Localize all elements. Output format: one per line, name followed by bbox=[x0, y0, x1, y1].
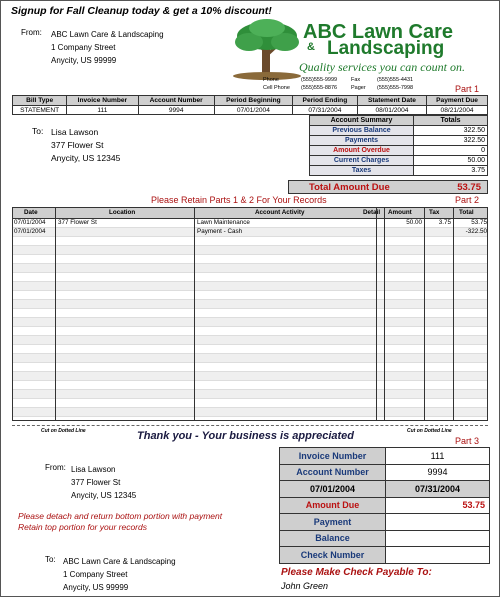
activity-row bbox=[13, 291, 487, 300]
remit-payment-field[interactable] bbox=[386, 514, 490, 531]
promo-text: Signup for Fall Cleanup today & get a 10% discount! bbox=[11, 5, 272, 17]
remit-to-label: To: bbox=[45, 555, 56, 564]
cut-dotted-line bbox=[12, 425, 488, 426]
activity-row bbox=[13, 399, 487, 408]
activity-row bbox=[13, 237, 487, 246]
contact-values-2 bbox=[377, 76, 413, 92]
col-divider bbox=[453, 208, 454, 420]
activity-row bbox=[13, 318, 487, 327]
remit-company-address bbox=[63, 555, 176, 594]
to-label: To: bbox=[32, 126, 44, 136]
activity-row bbox=[13, 381, 487, 390]
customer-address bbox=[51, 126, 120, 165]
cell-value: (555)555-8876 bbox=[301, 85, 338, 91]
header-bill-type: Bill Type bbox=[13, 96, 67, 106]
customer-city: Anycity, US 12345 bbox=[51, 153, 121, 163]
remit-customer-city: Anycity, US 12345 bbox=[71, 491, 137, 500]
activity-row bbox=[13, 264, 487, 273]
fax-label: Fax bbox=[351, 77, 361, 83]
company-city: Anycity, US 99999 bbox=[51, 56, 117, 65]
activity-row bbox=[13, 255, 487, 264]
remit-amount-due-value: 53.75 bbox=[386, 497, 490, 514]
current-charges-label: Current Charges bbox=[310, 156, 414, 166]
thank-you-message: Thank you - Your business is appreciated bbox=[137, 430, 355, 442]
statement-header-table bbox=[12, 95, 488, 115]
check-payable-label: Please Make Check Payable To: bbox=[281, 567, 432, 578]
total-amount-due-label: Total Amount Due bbox=[309, 182, 390, 193]
summary-title: Account Summary bbox=[310, 116, 414, 126]
payments-value: 322.50 bbox=[414, 136, 488, 146]
activity-cell-total: -322.50 bbox=[465, 228, 487, 235]
activity-row bbox=[13, 228, 487, 237]
activity-row bbox=[13, 327, 487, 336]
company-address bbox=[51, 28, 164, 67]
company-name: ABC Lawn Care & Landscaping bbox=[51, 30, 164, 39]
remit-balance-label: Balance bbox=[280, 530, 386, 547]
activity-row bbox=[13, 300, 487, 309]
payee-name: John Green bbox=[281, 581, 329, 591]
col-divider bbox=[384, 208, 385, 420]
remit-amount-due-label: Amount Due bbox=[280, 497, 386, 514]
period-ending-value: 07/31/2004 bbox=[293, 106, 358, 115]
col-divider bbox=[424, 208, 425, 420]
bill-type-value: STATEMENT bbox=[13, 106, 67, 115]
activity-row bbox=[13, 219, 487, 228]
activity-cell-amount: 50.00 bbox=[406, 219, 422, 226]
activity-row bbox=[13, 246, 487, 255]
company-street: 1 Company Street bbox=[51, 43, 116, 52]
activity-cell-activity: Payment - Cash bbox=[197, 228, 243, 235]
statement-date-value: 08/01/2004 bbox=[357, 106, 426, 115]
fax-value: (555)555-4431 bbox=[377, 77, 414, 83]
part-2-label: Part 2 bbox=[455, 195, 480, 205]
activity-row bbox=[13, 390, 487, 399]
remit-period-end: 07/31/2004 bbox=[386, 481, 490, 498]
activity-row bbox=[13, 273, 487, 282]
remit-customer-address bbox=[71, 463, 136, 502]
activity-row bbox=[13, 309, 487, 318]
tree-logo-icon bbox=[227, 18, 307, 80]
logo-ampersand: & bbox=[307, 41, 315, 53]
col-date-header: Date bbox=[24, 209, 38, 216]
activity-cell-date: 07/01/2004 bbox=[14, 219, 46, 226]
logo-tagline: Quality services you can count on. bbox=[299, 60, 465, 74]
period-beginning-value: 07/01/2004 bbox=[214, 106, 292, 115]
header-account-number: Account Number bbox=[138, 96, 214, 106]
activity-cell-tax: 3.75 bbox=[438, 219, 451, 226]
activity-header bbox=[13, 208, 487, 219]
pager-value: (555)555-7998 bbox=[377, 85, 414, 91]
retain-notice: Please Retain Parts 1 & 2 For Your Records bbox=[151, 195, 327, 205]
activity-row bbox=[13, 408, 487, 417]
col-detail-header: Detail bbox=[363, 209, 381, 216]
remit-company-city: Anycity, US 99999 bbox=[63, 583, 129, 592]
activity-table bbox=[12, 207, 488, 421]
remit-invoice-label: Invoice Number bbox=[280, 448, 386, 465]
detach-line-1: Please detach and return bottom portion with payment bbox=[18, 511, 223, 521]
header-statement-date: Statement Date bbox=[357, 96, 426, 106]
activity-row bbox=[13, 354, 487, 363]
activity-cell-location: 377 Flower St bbox=[58, 219, 97, 226]
taxes-label: Taxes bbox=[310, 166, 414, 176]
previous-balance-value: 322.50 bbox=[414, 126, 488, 136]
activity-row bbox=[13, 336, 487, 345]
header-period-ending: Period Ending bbox=[293, 96, 358, 106]
remit-invoice-value: 111 bbox=[386, 448, 490, 465]
remittance-table bbox=[279, 447, 490, 564]
phone-label: Phone bbox=[263, 77, 279, 83]
col-divider bbox=[376, 208, 377, 420]
contact-labels-1 bbox=[263, 76, 290, 92]
activity-row bbox=[13, 363, 487, 372]
account-summary-table bbox=[309, 115, 488, 176]
total-amount-due-value: 53.75 bbox=[457, 182, 481, 193]
remit-account-value: 9994 bbox=[386, 464, 490, 481]
activity-row bbox=[13, 372, 487, 381]
remit-balance-field[interactable] bbox=[386, 530, 490, 547]
contact-values-1 bbox=[301, 76, 337, 92]
remit-period-begin: 07/01/2004 bbox=[280, 481, 386, 498]
remit-customer-street: 377 Flower St bbox=[71, 478, 121, 487]
header-invoice-number: Invoice Number bbox=[67, 96, 138, 106]
remit-customer-name: Lisa Lawson bbox=[71, 465, 116, 474]
part-3-label: Part 3 bbox=[455, 436, 480, 446]
activity-row bbox=[13, 345, 487, 354]
cut-label-right: Cut on Dotted Line bbox=[407, 428, 452, 434]
cell-label: Cell Phone bbox=[263, 85, 290, 91]
logo-subtitle: Landscaping bbox=[327, 38, 445, 59]
col-tax-header: Tax bbox=[429, 209, 440, 216]
taxes-value: 3.75 bbox=[414, 166, 488, 176]
activity-cell-activity: Lawn Maintenance bbox=[197, 219, 250, 226]
remit-company-street: 1 Company Street bbox=[63, 570, 128, 579]
contact-labels-2 bbox=[351, 76, 366, 92]
col-divider bbox=[55, 208, 56, 420]
phone-value: (555)555-9999 bbox=[301, 77, 338, 83]
amount-overdue-value: 0 bbox=[414, 146, 488, 156]
remit-payment-label: Payment bbox=[280, 514, 386, 531]
customer-street: 377 Flower St bbox=[51, 140, 104, 150]
part-1-label: Part 1 bbox=[455, 84, 480, 94]
summary-totals-label: Totals bbox=[414, 116, 488, 126]
col-activity-header: Account Activity bbox=[255, 209, 305, 216]
customer-name: Lisa Lawson bbox=[51, 127, 99, 137]
total-amount-due-box bbox=[288, 180, 488, 194]
amount-overdue-label: Amount Overdue bbox=[310, 146, 414, 156]
remit-check-number-label: Check Number bbox=[280, 547, 386, 564]
detach-instructions bbox=[18, 511, 222, 532]
activity-row bbox=[13, 282, 487, 291]
remit-account-label: Account Number bbox=[280, 464, 386, 481]
payment-due-value: 08/21/2004 bbox=[427, 106, 488, 115]
current-charges-value: 50.00 bbox=[414, 156, 488, 166]
remit-from-label: From: bbox=[45, 463, 66, 472]
account-number-value: 9994 bbox=[138, 106, 214, 115]
detach-line-2: Retain top portion for your records bbox=[18, 521, 147, 532]
col-amount-header: Amount bbox=[388, 209, 412, 216]
col-location-header: Location bbox=[109, 209, 136, 216]
cut-label-left: Cut on Dotted Line bbox=[41, 428, 86, 434]
previous-balance-label: Previous Balance bbox=[310, 126, 414, 136]
col-total-header: Total bbox=[459, 209, 474, 216]
header-payment-due: Payment Due bbox=[427, 96, 488, 106]
activity-cell-date: 07/01/2004 bbox=[14, 228, 46, 235]
remit-check-number-field[interactable] bbox=[386, 547, 490, 564]
invoice-number-value: 111 bbox=[67, 106, 138, 115]
from-label: From: bbox=[21, 28, 42, 37]
pager-label: Pager bbox=[351, 85, 366, 91]
header-period-beginning: Period Beginning bbox=[214, 96, 292, 106]
remit-company-name: ABC Lawn Care & Landscaping bbox=[63, 557, 176, 566]
activity-cell-total: 53.75 bbox=[471, 219, 487, 226]
col-divider bbox=[194, 208, 195, 420]
logo-title: ABC Lawn Care bbox=[303, 21, 454, 43]
payments-label: Payments bbox=[310, 136, 414, 146]
